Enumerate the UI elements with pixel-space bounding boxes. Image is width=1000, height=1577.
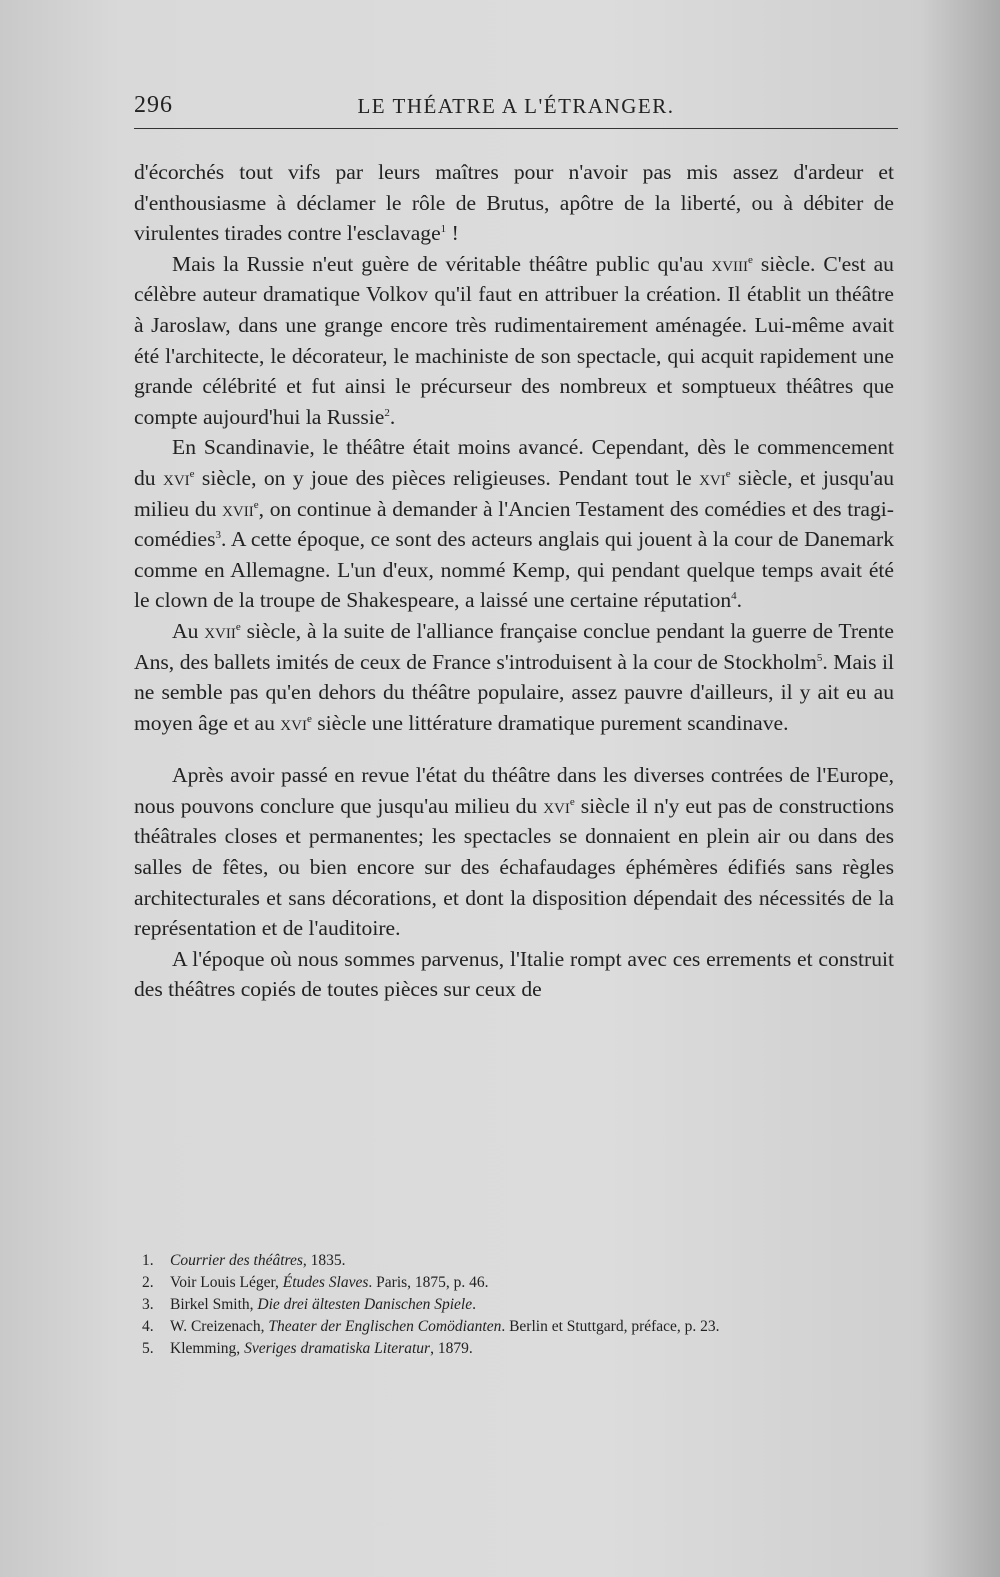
superscript: 3 [215,528,222,541]
text-run: . [389,404,396,429]
italic-title: Die drei ältesten Danischen Spiele [257,1296,473,1313]
text-run: Birkel Smith, [170,1296,258,1313]
superscript: 5 [816,651,823,664]
text-run: siècle, on y joue des pièces religieuses. Pendant tout le [194,465,700,490]
paragraph [134,157,894,249]
footnote-number: 4. [142,1318,154,1335]
text-run: . A cette époque, ce sont des acteurs anglais qui jouent à la cour de Danemark comme en Allemagne. L'un d'eux, nommé Kemp, qui pendant quelque temps avait été le clown de la troupe de Shakespeare, a laissé une certaine réputation [134,527,894,613]
text-run: Klemming, [170,1340,245,1357]
footnote [142,1338,882,1360]
text-run: . Paris, 1875, p. 46. [368,1274,489,1291]
body-text [134,157,894,1005]
century-numeral: xvi [543,793,570,818]
footnote [142,1272,882,1294]
footnote [142,1294,882,1316]
text-run: W. Creizenach, [170,1318,269,1335]
superscript: e [748,253,753,266]
text-run: . Mais il ne semble pas qu'en dehors du théâtre populaire, assez pauvre d'ailleurs, il y ait eu au moyen âge et au [134,649,894,735]
text-run: , 1879. [430,1340,473,1357]
page-number: 296 [134,92,173,118]
superscript: e [569,795,575,808]
italic-title: Theater der Englischen Comödianten [268,1318,502,1335]
italic-title: Études Slaves [282,1274,369,1291]
paragraph [134,432,894,616]
superscript: 2 [384,406,390,419]
paragraph [134,944,894,1005]
text-run: En Scandinavie, le théâtre était moins avancé. Cependant, dès le commencement du [134,435,894,490]
century-numeral: xvii [222,496,254,521]
footnote [142,1316,882,1338]
superscript: e [235,620,241,633]
paragraph [134,760,894,944]
footnote-number: 1. [142,1252,154,1269]
text-run: Voir Louis Léger, [170,1274,283,1291]
text-run: . [472,1296,476,1313]
text-run: Au [172,618,205,643]
text-run: . [736,588,743,613]
footnote-ref: 1 [440,223,447,235]
century-numeral: xviii [711,251,749,276]
italic-title: Courrier des théâtres [170,1252,303,1269]
text-run: . Berlin et Stuttgard, préface, p. 23. [501,1318,720,1335]
page-header [134,88,898,129]
paragraph [134,616,894,738]
text-run: d'écorchés tout vifs par leurs maîtres pour n'avoir pas mis assez d'ardeur et d'enthousiasme à déclamer le rôle de Brutus, apôtre de la liberté, ou à débiter de virulentes tirades contre l'esclavage [134,160,894,246]
text-run: ! [446,221,459,246]
footnote-number: 5. [142,1340,154,1357]
century-numeral: xvi [699,465,726,490]
text-run: siècle. C'est au célèbre auteur dramatique Volkov qu'il faut en attribuer la création. Il établit un théâtre à Jaroslaw, dans une grange encore très rudimentairement aménagée. Lui-même avait été l'architecte, le décorateur, le machiniste de son spectacle, qui acquit rapidement une grande célébrité et fut ainsi le précurseur des nombreux et somptueux théâtres que compte aujourd'hui la Russie [134,251,894,429]
superscript: 4 [731,590,737,603]
superscript: e [725,467,731,480]
century-numeral: xvi [280,710,307,735]
text-run: A l'époque où nous sommes parvenus, l'Italie rompt avec ces errements et construit des théâtres copiés de toutes pièces sur ceux de [134,946,894,1002]
text-run: siècle, et jusqu'au milieu du [134,465,895,521]
footnote-number: 3. [142,1296,154,1313]
text-run: siècle, à la suite de l'alliance française conclue pendant la guerre de Trente Ans, des ballets imités de ceux de France s'introduisent à la cour de Stockholm [134,618,895,674]
text-run: Mais la Russie n'eut guère de véritable théâtre public qu'au [172,251,712,276]
text-run: , 1835. [302,1252,346,1269]
paragraph [134,249,894,433]
century-numeral: xvi [162,465,190,490]
running-title: LE THÉATRE A L'ÉTRANGER. [357,94,675,118]
text-run: Après avoir passé en revue l'état du théâtre dans les diverses contrées de l'Europe, nous pouvons conclure que jusqu'au milieu du [134,763,894,818]
footnotes [142,1250,882,1360]
text-run: siècle une littérature dramatique purement scandinave. [311,710,789,735]
italic-title: Sveriges dramatiska Literatur [244,1340,431,1357]
superscript: e [189,467,195,480]
superscript: e [253,498,259,511]
footnote [142,1250,882,1272]
superscript: e [306,712,312,725]
text-run: siècle il n'y eut pas de constructions théâtrales closes et permanentes; les spectacles se donnaient en plein air ou dans des salles de fêtes, ou bien encore sur des échafaudages éphémères édifiés sans règles architecturales et sans décorations, et dont la disposition dépendait des nécessités de la représentation et de l'auditoire. [134,793,894,941]
footnote-number: 2. [142,1274,154,1291]
text-run: , on continue à demander à l'Ancien Testament des comédies et des tragi-comédies [134,496,894,552]
century-numeral: xvii [204,618,236,643]
